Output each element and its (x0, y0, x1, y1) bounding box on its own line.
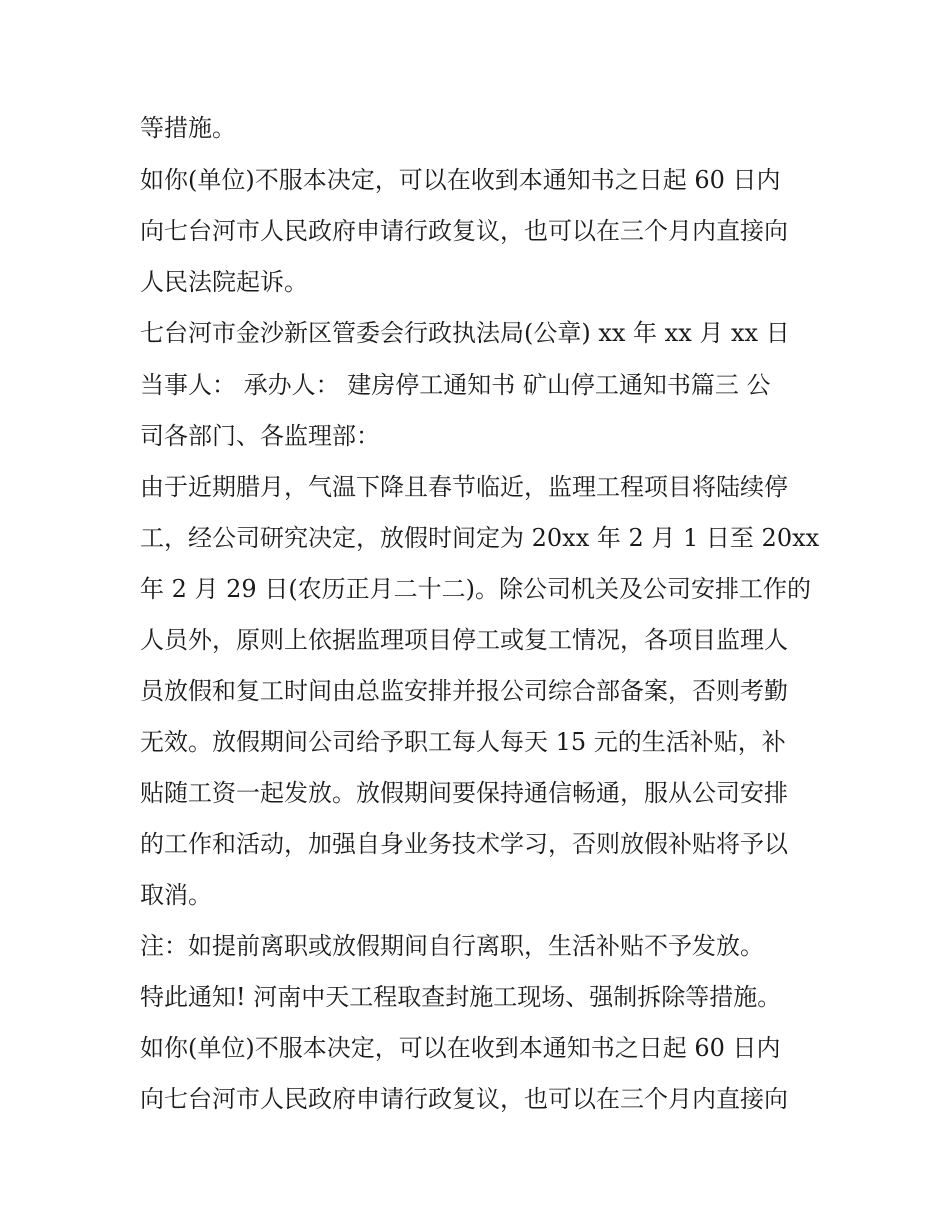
text-line: 向七台河市人民政府申请行政复议，也可以在三个月内直接向 (140, 217, 788, 245)
text-line: 如你(单位)不服本决定，可以在收到本通知书之日起 60 日内 (140, 166, 781, 194)
text-line: 七台河市金沙新区管委会行政执法局(公章) xx 年 xx 月 xx 日 (140, 319, 790, 347)
text-line: 司各部门、各监理部： (140, 422, 380, 450)
text-line: 如你(单位)不服本决定，可以在收到本通知书之日起 60 日内 (140, 1034, 781, 1062)
text-line: 员放假和复工时间由总监安排并报公司综合部备案，否则考勤 (140, 677, 788, 705)
text-line: 工，经公司研究决定，放假时间定为 20xx 年 2 月 1 日至 20xx (140, 524, 820, 552)
text-line: 无效。放假期间公司给予职工每人每天 15 元的生活补贴，补 (140, 728, 786, 756)
text-line: 特此通知! 河南中天工程取查封施工现场、强制拆除等措施。 (140, 983, 782, 1011)
text-line: 由于近期腊月，气温下降且春节临近，监理工程项目将陆续停 (140, 473, 788, 501)
text-line: 的工作和活动，加强自身业务技术学习，否则放假补贴将予以 (140, 830, 788, 858)
text-line: 人员外，原则上依据监理项目停工或复工情况，各项目监理人 (140, 626, 788, 654)
text-line: 向七台河市人民政府申请行政复议，也可以在三个月内直接向 (140, 1085, 788, 1113)
text-line: 取消。 (140, 881, 212, 909)
text-line: 人民法院起诉。 (140, 268, 308, 296)
text-line: 等措施。 (140, 114, 236, 142)
text-line: 年 2 月 29 日(农历正月二十二)。除公司机关及公司安排工作的 (140, 575, 812, 603)
text-line: 当事人： 承办人： 建房停工通知书 矿山停工通知书篇三 公 (140, 371, 771, 399)
text-line: 注：如提前离职或放假期间自行离职，生活补贴不予发放。 (140, 932, 764, 960)
text-line: 贴随工资一起发放。放假期间要保持通信畅通，服从公司安排 (140, 779, 788, 807)
